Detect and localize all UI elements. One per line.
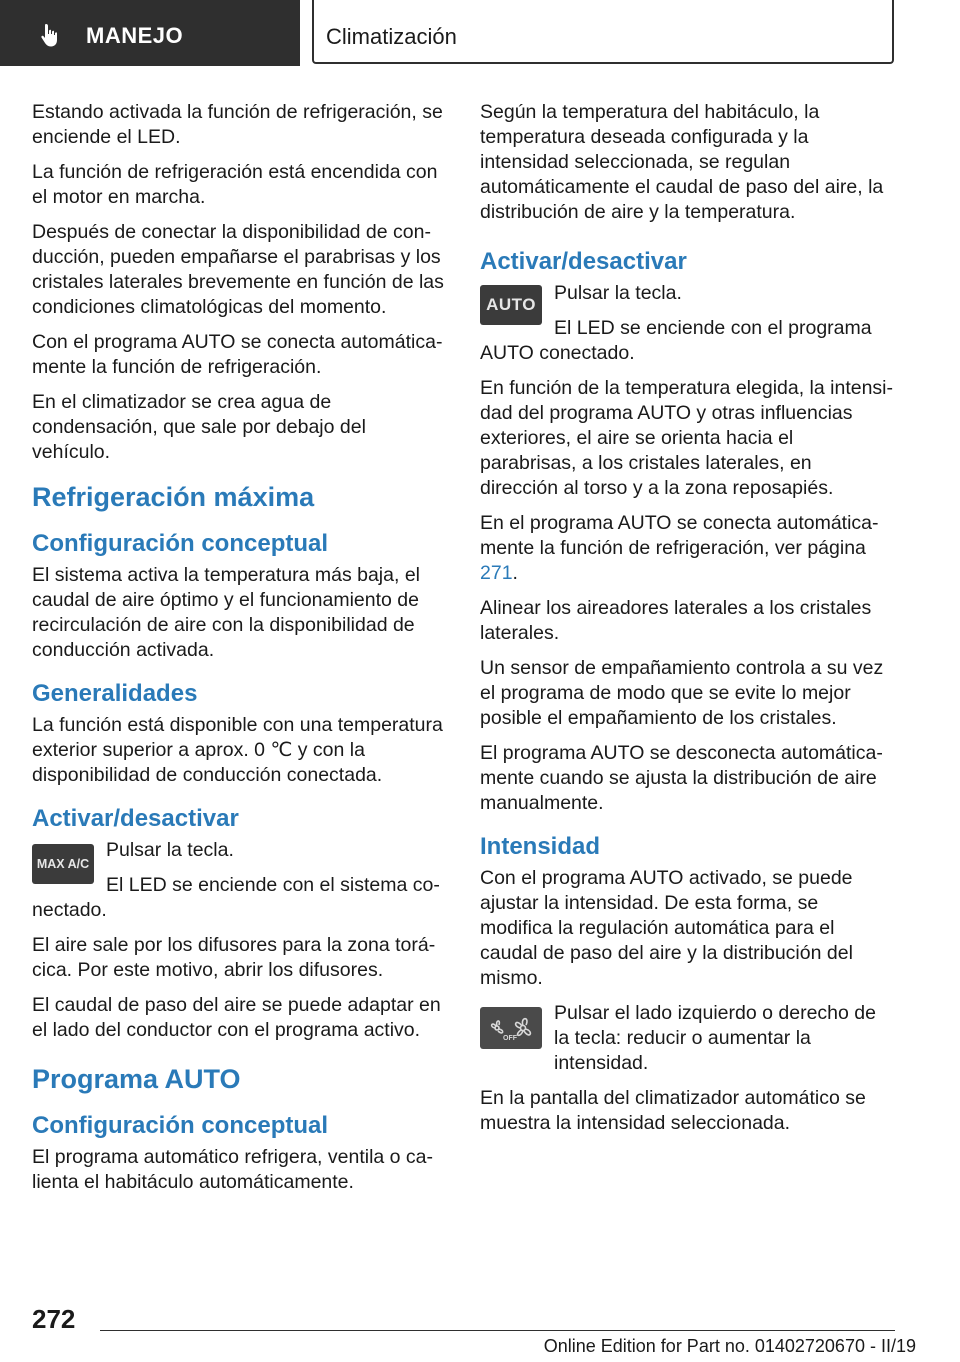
chapter-title: Climatización bbox=[326, 24, 457, 49]
fan-instruction bbox=[480, 1001, 895, 1086]
paragraph: El sistema activa la temperatura más baja, el caudal de aire óptimo y el funcionamiento de recirculación de aire con la disponibilidad de conducción activada. bbox=[32, 564, 421, 661]
paragraph: La función está disponible con una temperatura exterior superior a aprox. 0 ℃ y con la disponibilidad de conducción conectada. bbox=[32, 714, 443, 786]
svg-text:OFF: OFF bbox=[503, 1035, 517, 1042]
subheading-concept: Configuración conceptual bbox=[32, 530, 329, 557]
subheading-concept: Configuración conceptual bbox=[32, 1112, 329, 1139]
paragraph: El LED se enciende con el sistema conectado. bbox=[32, 874, 440, 921]
paragraph: El programa automático refrigera, ventila o calienta el habitáculo automáticamente. bbox=[32, 1146, 434, 1193]
fan-intensity-button-icon bbox=[480, 1007, 542, 1049]
subheading-intensity: Intensidad bbox=[480, 833, 601, 860]
paragraph: El caudal de paso del aire se puede adaptar en el lado del conductor con el programa activo. bbox=[32, 994, 441, 1041]
paragraph: Pulsar la tecla. bbox=[554, 282, 682, 304]
page-reference-link[interactable]: 271 bbox=[480, 562, 513, 584]
paragraph: Con el programa AUTO se conecta automáticamente la función de refrigeración. bbox=[32, 331, 443, 378]
paragraph: El aire sale por los difusores para la zona torácica. Por este motivo, abrir los difusores. bbox=[32, 934, 436, 981]
subheading-activate: Activar/desactivar bbox=[480, 248, 687, 275]
right-column bbox=[480, 100, 895, 1146]
subheading-general: Generalidades bbox=[32, 680, 198, 707]
paragraph: El programa AUTO se desconecta automáticamente cuando se ajusta la distribución de aire manualmente. bbox=[480, 742, 883, 814]
paragraph: En el climatizador se crea agua de condensación, que sale por debajo del vehículo. bbox=[32, 391, 366, 463]
paragraph: Con el programa AUTO activado, se puede ajustar la intensidad. De esta forma, se modifica la regulación automática para el caudal de paso del aire y la distribución del mismo. bbox=[480, 867, 853, 989]
auto-button-icon: AUTO bbox=[480, 285, 542, 325]
heading-auto-program: Programa AUTO bbox=[32, 1064, 241, 1094]
heading-max-cooling: Refrigeración máxima bbox=[32, 482, 315, 512]
section-label: MANEJO bbox=[86, 23, 184, 48]
footer-divider bbox=[100, 1330, 895, 1331]
paragraph: Después de conectar la disponibilidad de conducción, pueden empañarse el parabrisas y los cristales laterales brevemente en función de las condiciones climatológicas del momento. bbox=[32, 221, 444, 318]
paragraph: En el programa AUTO se conecta automáticamente la función de refrigeración, ver página 271. bbox=[480, 512, 879, 584]
section-tab bbox=[0, 0, 300, 66]
paragraph: Según la temperatura del habitáculo, la temperatura deseada configurada y la intensidad seleccionada, se regulan automáticamente el caudal de paso del aire, la distribución de aire y la temperatura. bbox=[480, 101, 884, 223]
hand-pointer-icon bbox=[38, 22, 64, 48]
subheading-activate: Activar/desactivar bbox=[32, 805, 239, 832]
page-number: 272 bbox=[32, 1304, 76, 1334]
paragraph: Pulsar el lado izquierdo o derecho de la tecla: reducir o aumentar la intensidad. bbox=[554, 1002, 876, 1074]
edition-note: Online Edition for Part no. 01402720670 - II/19 bbox=[543, 1336, 916, 1356]
paragraph: Alinear los aireadores laterales a los cristales laterales. bbox=[480, 597, 872, 644]
max-ac-button-icon: MAX A/C bbox=[32, 844, 94, 884]
auto-instruction bbox=[480, 281, 895, 376]
left-column bbox=[32, 100, 447, 1205]
max-ac-instruction bbox=[32, 838, 447, 933]
paragraph: Pulsar la tecla. bbox=[106, 839, 234, 861]
paragraph: En la pantalla del climatizador automático se muestra la intensidad seleccionada. bbox=[480, 1087, 866, 1134]
fan-icon bbox=[483, 1010, 539, 1046]
paragraph: Estando activada la función de refrigeración, se enciende el LED. bbox=[32, 101, 443, 148]
chapter-header bbox=[312, 0, 894, 64]
paragraph: La función de refrigeración está encendida con el motor en marcha. bbox=[32, 161, 438, 208]
paragraph: En función de la temperatura elegida, la intensidad del programa AUTO y otras influencias exteriores, el aire se orienta hacia el parabrisas, a los cristales laterales, en dirección al torso y a la zona reposapiés. bbox=[480, 377, 894, 499]
paragraph: Un sensor de empañamiento controla a su vez el programa de modo que se evite lo mejor posible el empañamiento de los cristales. bbox=[480, 657, 884, 729]
paragraph: El LED se enciende con el programa AUTO conectado. bbox=[480, 317, 872, 364]
